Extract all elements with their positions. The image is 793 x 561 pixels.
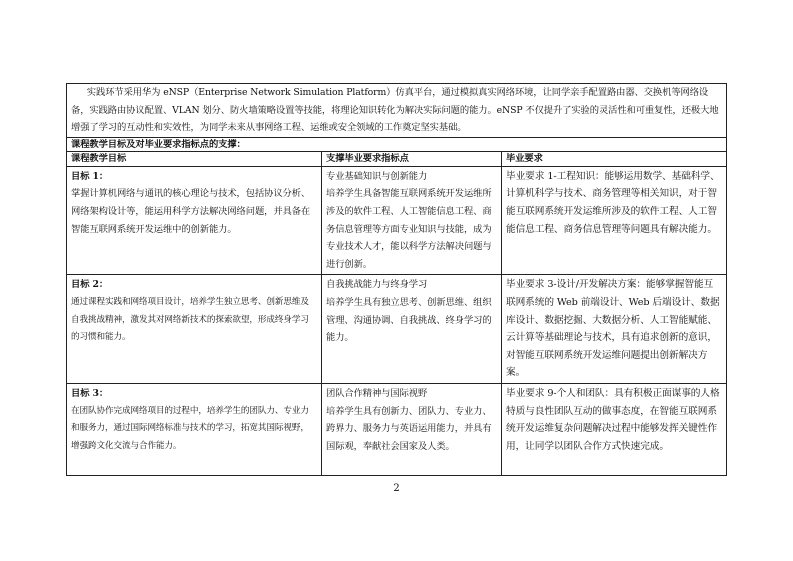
indicator-cell <box>322 275 502 384</box>
goal-title: 目标 2： <box>71 279 109 291</box>
goal-text: 通过课程实践和网络项目设计，培养学生独立思考、创新思维及自我挑战精神，激发其对网络新技术的探索欲望，形成终身学习的习惯和能力。 <box>71 296 309 343</box>
section-title: 课程教学目标及对毕业要求指标点的支撑： <box>67 137 727 151</box>
header-indicator: 支撑毕业要求指标点 <box>322 151 502 166</box>
indicator-title: 自我挑战能力与终身学习 <box>326 279 428 291</box>
header-goal: 课程教学目标 <box>67 151 322 166</box>
header-requirement: 毕业要求 <box>502 151 727 166</box>
header-row <box>67 151 727 166</box>
goal-text: 在团队协作完成网络项目的过程中，培养学生的团队力、专业力和服务力，通过国际网络标准与技术的学习，拓宽其国际视野，增强跨文化交流与合作能力。 <box>71 405 309 451</box>
goal-text: 掌握计算机网络与通讯的核心理论与技术，包括协议分析、网络架构设计等，能运用科学方法解决网络问题，并具备在智能互联网系统开发运维中的创新能力。 <box>71 188 311 235</box>
intro-row <box>67 84 727 138</box>
indicator-text: 培养学生具有创新力、团队力、专业力、跨界力、服务力与英语运用能力，并具有国际观，奉献社会国家及人类。 <box>326 405 492 452</box>
requirement-cell: 毕业要求 1-工程知识：能够运用数学、基础科学、计算机科学与技术、商务管理等相关知识，对于智能互联网系统开发运维所涉及的软件工程、人工智能信息工程、商务信息管理等问题具有解决能力。 <box>502 166 727 275</box>
indicator-text: 培养学生具备智能互联网系统开发运维所涉及的软件工程、人工智能信息工程、商务信息管理等方面专业知识与技能，成为专业技术人才，能以科学方法解决问题与进行创新。 <box>326 188 492 270</box>
intro-paragraph: 实践环节采用华为 eNSP（Enterprise Network Simulation Platform）仿真平台，通过模拟真实网络环境，让同学亲手配置路由器、交换机等网络设备，实践路由协议配置、VLAN 划分、防火墙策略设置等技能，将理论知识转化为解决实际问题的能力。eNSP 不仅提升了实验的灵活性和可重复性，还极大地增强了学习的互动性和实效性，为同学未来从事网络工程、运维或安全领域的工作奠定坚实基础。 <box>71 87 719 134</box>
requirement-cell: 毕业要求 3-设计/开发解决方案：能够掌握智能互联网系统的 Web 前端设计、Web 后端设计、数据库设计、数据挖掘、大数据分析、人工智能赋能、云计算等基础理论与技术，具有追求创新的意识，对智能互联网系统开发运维问题提出创新解决方案。 <box>502 275 727 384</box>
table-row <box>67 275 727 384</box>
goal-cell <box>67 275 322 384</box>
indicator-cell <box>322 383 502 475</box>
indicator-title: 专业基础知识与创新能力 <box>326 170 428 182</box>
goal-title: 目标 3： <box>71 387 109 399</box>
table-row <box>67 383 727 475</box>
requirement-cell: 毕业要求 9-个人和团队：具有积极正面谋事的人格特质与良性团队互动的做事态度，在智能互联网系统开发运维复杂问题解决过程中能够发挥关键性作用，让同学以团队合作方式快速完成。 <box>502 383 727 475</box>
section-title-row <box>67 137 727 151</box>
table-row <box>67 166 727 275</box>
indicator-cell <box>322 166 502 275</box>
indicator-title: 团队合作精神与国际视野 <box>326 387 428 399</box>
course-objectives-table <box>66 83 727 476</box>
page-number: 2 <box>393 483 400 494</box>
goal-cell <box>67 383 322 475</box>
indicator-text: 培养学生具有独立思考、创新思维、组织管理、沟通协调、自我挑战、终身学习的能力。 <box>326 296 492 344</box>
document-page <box>66 83 726 476</box>
goal-title: 目标 1： <box>71 170 109 182</box>
goal-cell <box>67 166 322 275</box>
intro-cell <box>67 84 727 138</box>
